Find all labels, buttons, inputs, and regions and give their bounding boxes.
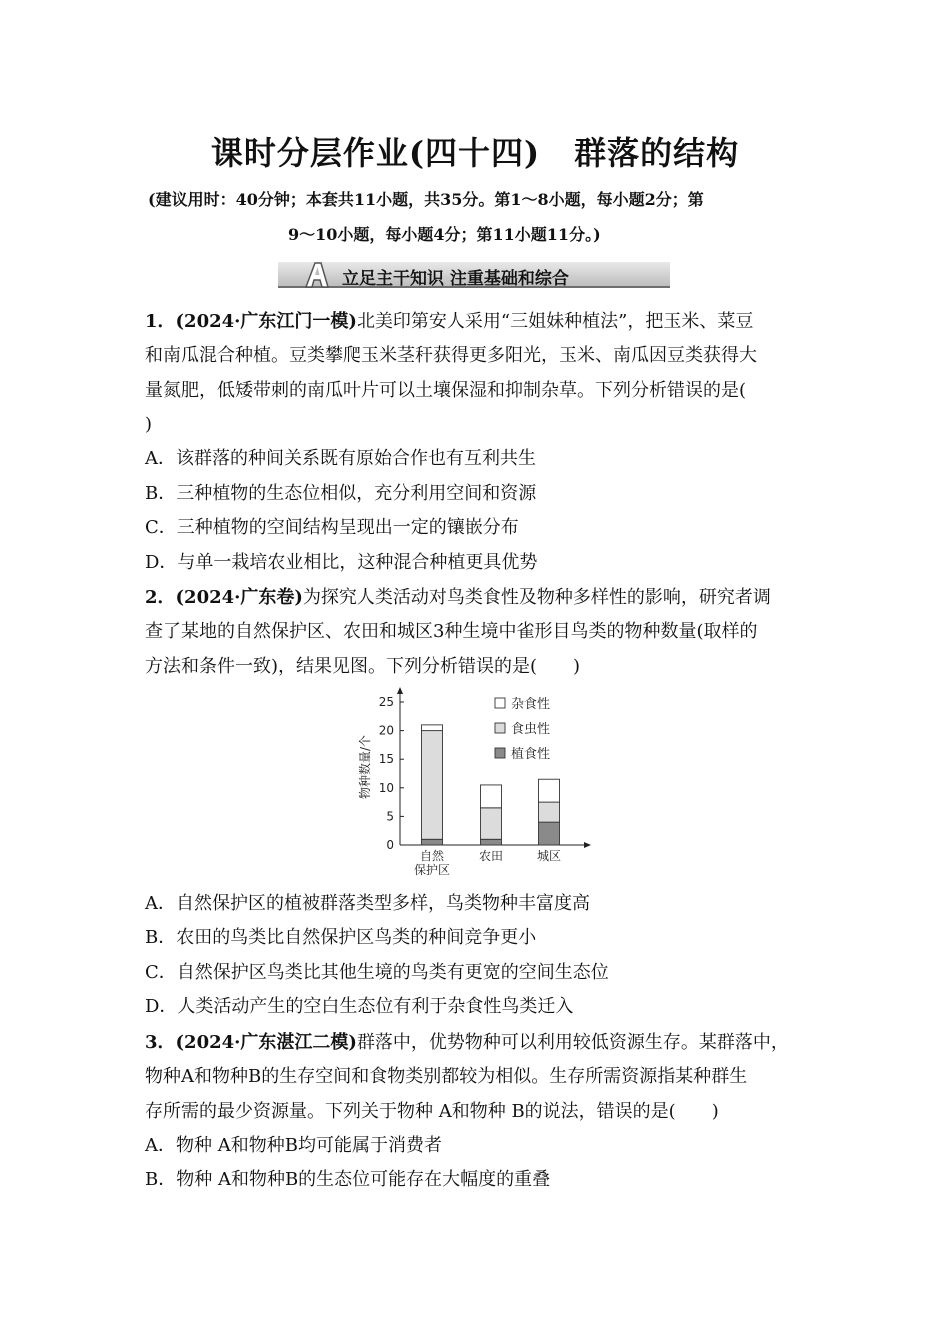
q2-option-b: B．农田的鸟类比自然保护区鸟类的种间竞争更小: [145, 927, 537, 948]
q1-option-b: B．三种植物的生态位相似，充分利用空间和资源: [145, 483, 537, 504]
q1-stem-line3: 量氮肥，低矮带刺的南瓜叶片可以土壤保湿和抑制杂草。下列分析错误的是(: [145, 380, 747, 401]
species-count-chart: [355, 685, 595, 880]
section-label: 立足主干知识 注重基础和综合: [342, 269, 569, 289]
legend-swatch: [495, 723, 505, 733]
legend-label: 植食性: [511, 747, 551, 762]
y-tick-label: 10: [378, 780, 394, 795]
bar-segment-0: [422, 731, 443, 840]
title-sub: 群落的结构: [574, 134, 740, 172]
q3-option-a: A．物种 A和物种B均可能属于消费者: [145, 1135, 442, 1156]
bar-segment-0: [422, 839, 443, 845]
q3-option-b: B．物种 A和物种B的生态位可能存在大幅度的重叠: [145, 1169, 551, 1190]
q3-stem-line1: 3．(2024·广东湛江二模)群落中，优势物种可以利用较低资源生存。某群落中，: [145, 1032, 789, 1053]
section-a-icon: [304, 261, 330, 289]
y-tick-label: 25: [378, 695, 394, 709]
y-tick-label: 5: [386, 809, 394, 824]
y-tick-label: 20: [378, 723, 394, 738]
x-tick-label: 城区: [536, 849, 562, 863]
time-note-line2: 9～10小题，每小题4分；第11小题11分。): [288, 225, 601, 244]
q3-stem-line2: 物种A和物种B的生存空间和食物类别都较为相似。生存所需资源指某种群生: [145, 1066, 748, 1087]
title-main: 课时分层作业(四十四): [210, 134, 541, 172]
legend-swatch: [495, 698, 505, 708]
page-title: [0, 128, 950, 174]
bar-segment-0: [422, 725, 443, 731]
x-axis-arrow: [584, 842, 591, 848]
bar-segment-1: [481, 839, 502, 845]
q2-stem-line1: 2．(2024·广东卷)为探究人类活动对鸟类食性及物种多样性的影响，研究者调: [145, 587, 771, 608]
legend-swatch: [495, 748, 505, 758]
q2-option-a: A．自然保护区的植被群落类型多样，鸟类物种丰富度高: [145, 893, 590, 914]
y-tick-label: 0: [386, 838, 394, 852]
q1-stem-line4: ): [145, 414, 153, 435]
q1-option-a: A．该群落的种间关系既有原始合作也有互利共生: [145, 448, 536, 469]
q3-stem-line3: 存所需的最少资源量。下列关于物种 A和物种 B的说法，错误的是( ): [145, 1101, 719, 1122]
x-tick-label: 保护区: [413, 863, 451, 877]
q2-option-d: D．人类活动产生的空白生态位有利于杂食性鸟类迁入: [145, 996, 574, 1017]
q1-option-d: D．与单一栽培农业相比，这种混合种植更具优势: [145, 552, 538, 573]
section-banner: [278, 262, 670, 288]
q2-stem-line3: 方法和条件一致)，结果见图。下列分析错误的是( ): [145, 656, 581, 677]
q2-stem-line2: 查了某地的自然保护区、农田和城区3种生境中雀形目鸟类的物种数量(取样的: [145, 621, 758, 642]
bar-segment-2: [539, 779, 560, 802]
q1-stem-line1: 1．(2024·广东江门一模)北美印第安人采用“三姐妹种植法”，把玉米、菜豆: [145, 311, 754, 332]
bar-segment-1: [481, 808, 502, 839]
q2-option-c: C．自然保护区鸟类比其他生境的鸟类有更宽的空间生态位: [145, 962, 609, 983]
y-tick-label: 15: [378, 752, 394, 767]
q1-stem-line2: 和南瓜混合种植。豆类攀爬玉米茎秆获得更多阳光，玉米、南瓜因豆类获得大: [145, 345, 757, 366]
time-note-line1: (建议用时：40分钟；本套共11小题，共35分。第1～8小题，每小题2分；第: [148, 190, 704, 209]
x-tick-label: 自然: [419, 849, 445, 863]
bar-segment-2: [539, 822, 560, 845]
q1-option-c: C．三种植物的空间结构呈现出一定的镶嵌分布: [145, 517, 519, 538]
y-axis-label: 物种数量/个: [358, 734, 372, 800]
y-axis-arrow: [397, 687, 403, 694]
legend-label: 杂食性: [511, 697, 551, 712]
bar-segment-2: [539, 802, 560, 822]
legend-label: 食虫性: [511, 722, 551, 737]
x-tick-label: 农田: [478, 849, 504, 863]
bar-segment-1: [481, 785, 502, 808]
